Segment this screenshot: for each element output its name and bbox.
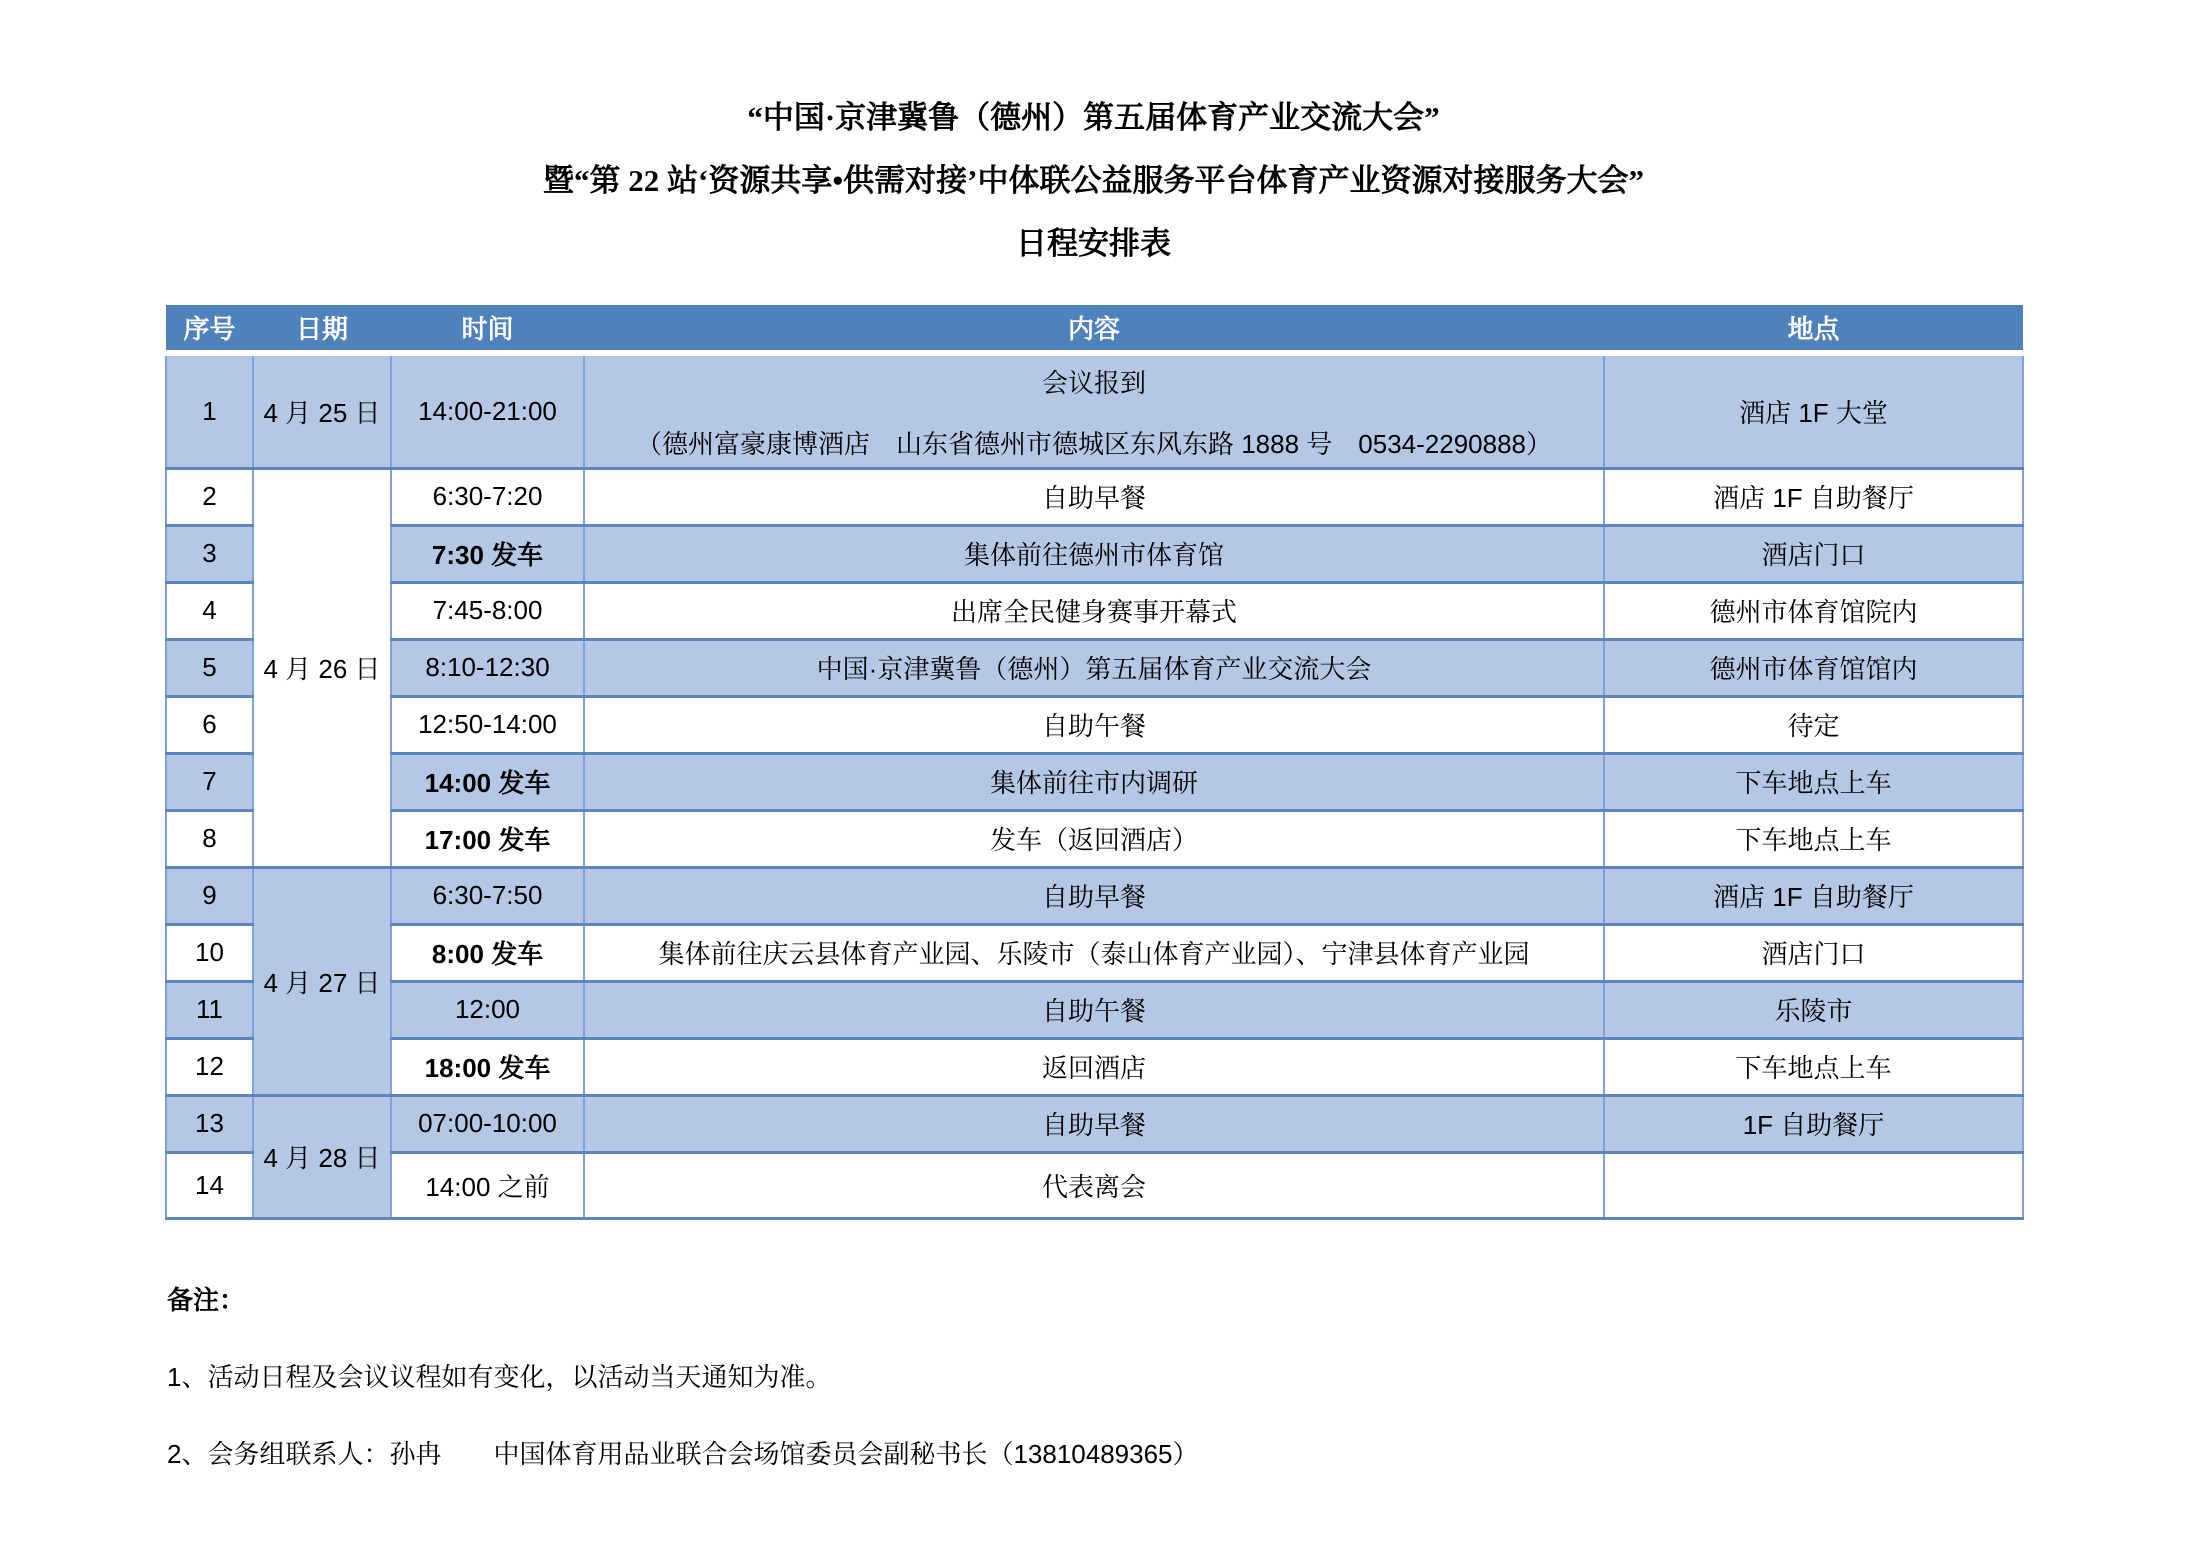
table-row-10 [166, 924, 2023, 981]
table-header-row [166, 305, 2023, 353]
cell-location: 乐陵市 [1604, 981, 2023, 1038]
cell-seq: 8 [166, 810, 253, 867]
cell-content: 中国·京津冀鲁（德州）第五届体育产业交流大会 [584, 639, 1604, 696]
cell-time: 7:30 发车 [391, 525, 584, 582]
cell-time: 14:00 之前 [391, 1152, 584, 1218]
table-row-6 [166, 696, 2023, 753]
header-seq: 序号 [166, 305, 253, 353]
cell-content: 出席全民健身赛事开幕式 [584, 582, 1604, 639]
table-row-13 [166, 1095, 2023, 1152]
cell-content: 自助早餐 [584, 867, 1604, 924]
header-date: 日期 [253, 305, 391, 353]
cell-content-line1: 会议报到 [1041, 368, 1146, 399]
cell-seq: 12 [166, 1038, 253, 1095]
table-row-2 [166, 468, 2023, 525]
cell-content: 返回酒店 [584, 1038, 1604, 1095]
cell-location: 德州市体育馆院内 [1604, 582, 2023, 639]
table-row-3 [166, 525, 2023, 582]
table-row-12 [166, 1038, 2023, 1095]
cell-seq: 5 [166, 639, 253, 696]
cell-content: 自助午餐 [584, 981, 1604, 1038]
cell-time: 17:00 发车 [391, 810, 584, 867]
cell-location: 下车地点上车 [1604, 810, 2023, 867]
cell-content: 自助午餐 [584, 696, 1604, 753]
cell-seq: 10 [166, 924, 253, 981]
cell-content: 自助早餐 [584, 1095, 1604, 1152]
header-time: 时间 [391, 305, 584, 353]
cell-content: 发车（返回酒店） [584, 810, 1604, 867]
cell-time: 14:00 发车 [391, 753, 584, 810]
table-row-9 [166, 867, 2023, 924]
table-row-1 [166, 353, 2023, 468]
table-row-11 [166, 981, 2023, 1038]
cell-time: 07:00-10:00 [391, 1095, 584, 1152]
cell-seq: 4 [166, 582, 253, 639]
cell-seq: 2 [166, 468, 253, 525]
cell-time: 7:45-8:00 [391, 582, 584, 639]
cell-time: 18:00 发车 [391, 1038, 584, 1095]
cell-date-merged: 4 月 27 日 [253, 867, 391, 1095]
title-line-3: 日程安排表 [1016, 226, 1171, 261]
title-line-1: “中国·京津冀鲁（德州）第五届体育产业交流大会” [747, 100, 1440, 135]
cell-time: 6:30-7:50 [391, 867, 584, 924]
cell-seq: 3 [166, 525, 253, 582]
cell-seq: 11 [166, 981, 253, 1038]
cell-location: 下车地点上车 [1604, 1038, 2023, 1095]
cell-time: 8:00 发车 [391, 924, 584, 981]
header-content: 内容 [584, 305, 1604, 353]
note-item-1: 1、活动日程及会议议程如有变化，以活动当天通知为准。 [167, 1361, 832, 1392]
table-row-8 [166, 810, 2023, 867]
notes-label: 备注： [167, 1284, 246, 1315]
cell-location: 酒店门口 [1604, 525, 2023, 582]
cell-location [1604, 1152, 2023, 1218]
document-title [165, 0, 2022, 275]
cell-location: 德州市体育馆馆内 [1604, 639, 2023, 696]
cell-location: 下车地点上车 [1604, 753, 2023, 810]
table-row-7 [166, 753, 2023, 810]
table-row-4 [166, 582, 2023, 639]
cell-seq: 9 [166, 867, 253, 924]
note-item-2: 2、会务组联系人：孙冉 中国体育用品业联合会场馆委员会副秘书长（13810489365） [167, 1438, 1199, 1469]
cell-seq: 1 [166, 353, 253, 468]
cell-date: 4 月 25 日 [253, 353, 391, 468]
cell-content: 代表离会 [584, 1152, 1604, 1218]
cell-time: 12:00 [391, 981, 584, 1038]
cell-seq: 7 [166, 753, 253, 810]
cell-time: 6:30-7:20 [391, 468, 584, 525]
cell-date-merged: 4 月 28 日 [253, 1095, 391, 1218]
table-row-5 [166, 639, 2023, 696]
cell-location: 酒店 1F 自助餐厅 [1604, 468, 2023, 525]
cell-content: 自助早餐 [584, 468, 1604, 525]
cell-location: 酒店 1F 自助餐厅 [1604, 867, 2023, 924]
cell-content: 集体前往德州市体育馆 [584, 525, 1604, 582]
cell-time: 14:00-21:00 [391, 353, 584, 468]
notes-section [167, 1280, 2205, 1471]
cell-date-merged: 4 月 26 日 [253, 468, 391, 867]
cell-time: 12:50-14:00 [391, 696, 584, 753]
cell-content [584, 353, 1604, 468]
cell-seq: 14 [166, 1152, 253, 1218]
cell-content-line2: （德州富豪康博酒店 山东省德州市德城区东风东路 1888 号 0534-2290888） [635, 429, 1552, 460]
cell-location: 酒店 1F 大堂 [1604, 353, 2023, 468]
cell-location: 酒店门口 [1604, 924, 2023, 981]
cell-location: 1F 自助餐厅 [1604, 1095, 2023, 1152]
cell-content: 集体前往市内调研 [584, 753, 1604, 810]
cell-time: 8:10-12:30 [391, 639, 584, 696]
cell-seq: 13 [166, 1095, 253, 1152]
title-line-2: 暨“第 22 站‘资源共享•供需对接’中体联公益服务平台体育产业资源对接服务大会” [543, 163, 1644, 198]
cell-content: 集体前往庆云县体育产业园、乐陵市（泰山体育产业园）、宁津县体育产业园 [584, 924, 1604, 981]
table-row-14 [166, 1152, 2023, 1218]
schedule-table [165, 305, 2024, 1220]
cell-location: 待定 [1604, 696, 2023, 753]
cell-seq: 6 [166, 696, 253, 753]
header-location: 地点 [1604, 305, 2023, 353]
